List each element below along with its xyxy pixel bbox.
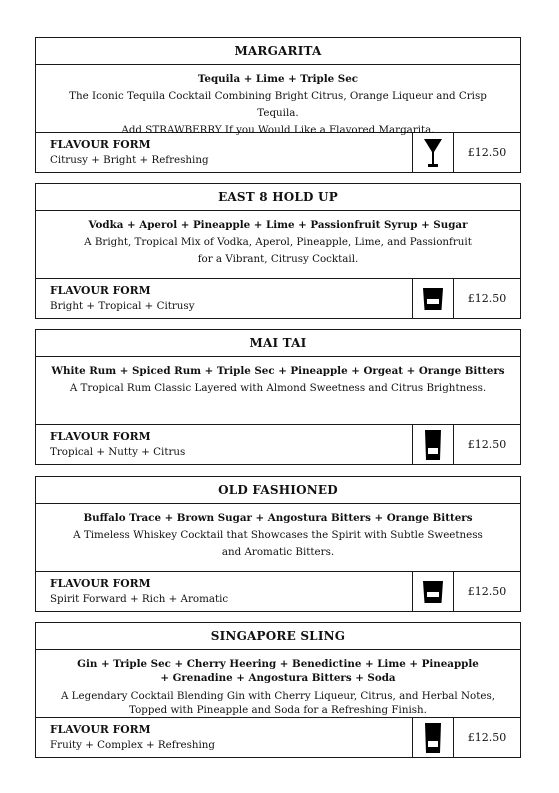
flavour-form-label: FLAVOUR FORM bbox=[50, 430, 151, 443]
cocktail-footer bbox=[36, 572, 520, 611]
cocktail-footer bbox=[36, 718, 520, 757]
cocktail-ingredients: White Rum + Spiced Rum + Triple Sec + Pineapple + Orgeat + Orange Bitters bbox=[51, 365, 505, 377]
flavour-form-label: FLAVOUR FORM bbox=[50, 723, 151, 736]
cocktail-name: SINGAPORE SLING bbox=[36, 623, 520, 650]
cocktail-description-block bbox=[36, 650, 520, 718]
flavour-form-label: FLAVOUR FORM bbox=[50, 284, 151, 297]
cocktail-ingredients: Gin + Triple Sec + Cherry Heering + Benedictine + Lime + Pineapple + Grenadine + Angostura Bitters + Soda bbox=[77, 658, 479, 684]
glass-cell bbox=[412, 133, 454, 172]
flavour-notes: Spirit Forward + Rich + Aromatic bbox=[50, 593, 229, 605]
flavour-notes: Fruity + Complex + Refreshing bbox=[50, 739, 216, 751]
flavour-notes: Bright + Tropical + Citrusy bbox=[50, 300, 195, 312]
highball-glass-icon bbox=[424, 722, 442, 754]
flavour-form bbox=[36, 572, 412, 611]
cocktail-description-block bbox=[36, 357, 520, 425]
cocktail-card-east-8-hold-up bbox=[35, 183, 521, 319]
coupe-glass-icon bbox=[423, 137, 443, 169]
flavour-form-label: FLAVOUR FORM bbox=[50, 138, 151, 151]
cocktail-price: £12.50 bbox=[467, 438, 507, 451]
flavour-form-label: FLAVOUR FORM bbox=[50, 577, 151, 590]
cocktail-card-old-fashioned bbox=[35, 476, 521, 612]
cocktail-ingredients: Buffalo Trace + Brown Sugar + Angostura Bitters + Orange Bitters bbox=[83, 512, 473, 524]
cocktail-card-margarita bbox=[35, 37, 521, 173]
cocktail-name: MARGARITA bbox=[36, 38, 520, 65]
cocktail-description: A Bright, Tropical Mix of Vodka, Aperol, Pineapple, Lime, and Passionfruit for a Vibrant, Citrusy Cocktail. bbox=[84, 236, 472, 265]
cocktail-description: A Legendary Cocktail Blending Gin with Cherry Liqueur, Citrus, and Herbal Notes, Topped with Pineapple and Soda for a Refreshing Finish. bbox=[60, 690, 496, 716]
flavour-notes: Tropical + Nutty + Citrus bbox=[50, 446, 186, 458]
cocktail-description-block bbox=[36, 504, 520, 572]
cocktail-price: £12.50 bbox=[467, 585, 507, 598]
flavour-form bbox=[36, 718, 412, 757]
cocktail-name: MAI TAI bbox=[36, 330, 520, 357]
rocks-glass-icon bbox=[422, 580, 444, 604]
flavour-form bbox=[36, 425, 412, 464]
cocktail-description: The Iconic Tequila Cocktail Combining Bright Citrus, Orange Liqueur and Crisp Tequila. Add STRAWBERRY If you Would Like a Flavored Margarita. bbox=[69, 90, 487, 136]
cocktail-card-singapore-sling bbox=[35, 622, 521, 758]
glass-cell bbox=[412, 425, 454, 464]
rocks-glass-icon bbox=[422, 287, 444, 311]
cocktail-footer bbox=[36, 425, 520, 464]
cocktail-description: A Timeless Whiskey Cocktail that Showcases the Spirit with Subtle Sweetness and Aromatic Bitters. bbox=[73, 529, 483, 558]
cocktail-ingredients: Tequila + Lime + Triple Sec bbox=[197, 73, 359, 85]
cocktail-name: OLD FASHIONED bbox=[36, 477, 520, 504]
glass-cell bbox=[412, 718, 454, 757]
cocktail-price: £12.50 bbox=[467, 292, 507, 305]
cocktail-ingredients: Vodka + Aperol + Pineapple + Lime + Passionfruit Syrup + Sugar bbox=[88, 219, 468, 231]
glass-cell bbox=[412, 572, 454, 611]
cocktail-footer bbox=[36, 133, 520, 172]
cocktail-description-block bbox=[36, 65, 520, 136]
cocktail-price: £12.50 bbox=[467, 146, 507, 159]
cocktail-price: £12.50 bbox=[467, 731, 507, 744]
glass-cell bbox=[412, 279, 454, 318]
flavour-notes: Citrusy + Bright + Refreshing bbox=[50, 154, 209, 166]
flavour-form bbox=[36, 133, 412, 172]
cocktail-description: A Tropical Rum Classic Layered with Almond Sweetness and Citrus Brightness. bbox=[69, 382, 487, 394]
flavour-form bbox=[36, 279, 412, 318]
highball-glass-icon bbox=[424, 429, 442, 461]
cocktail-card-mai-tai bbox=[35, 329, 521, 465]
cocktail-description-block bbox=[36, 211, 520, 279]
cocktail-footer bbox=[36, 279, 520, 318]
cocktail-name: EAST 8 HOLD UP bbox=[36, 184, 520, 211]
